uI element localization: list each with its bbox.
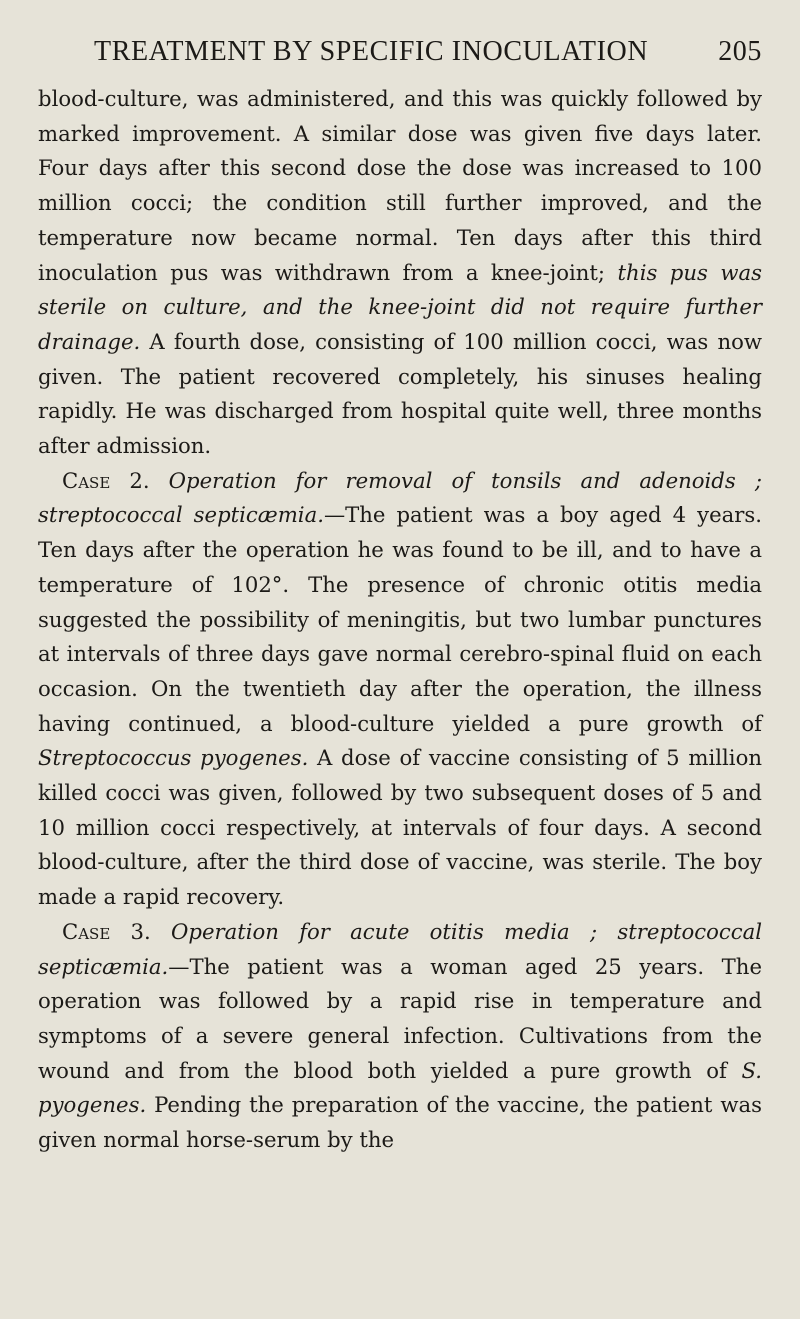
case-2-text-b: A dose of vaccine consisting of 5 million killed cocci was given, followed by two subsequent doses of 5 and 10 million cocci respectively, at intervals of four days. A second blood-culture, after the third dose of vaccine, was sterile. The boy made a rapid recovery. [38, 745, 762, 910]
case-3-text-a: —The patient was a woman aged 25 years. The operation was followed by a rapid rise in temperature and symptoms of a severe general infection. Cultivations from the wound and from the blood both yielded a pure growth of [38, 953, 762, 1083]
case-3-organism: S. pyogenes. [38, 1057, 762, 1118]
case-3-title: Operation for acute otitis media ; streptococcal septicæmia. [38, 918, 762, 979]
case-3-text-b: Pending the preparation of the vaccine, the patient was given normal horse-serum by the [38, 1092, 762, 1153]
running-title: TREATMENT BY SPECIFIC INOCULATION [94, 36, 649, 67]
case-2-label: Case 2. [62, 467, 150, 493]
page-number: 205 [718, 36, 762, 67]
running-header [40, 36, 762, 68]
paragraph1-text-a: blood-culture, was administered, and this was quickly followed by marked improvement. A similar dose was given five days later. Four days after this second dose the dose was increased to 100 million cocci; the condition still further improved, and the temperature now became normal. Ten days after this third inoculation pus was withdrawn from a knee-joint; [38, 86, 762, 285]
body-text [38, 82, 762, 1158]
case-2-organism: Streptococcus pyogenes. [38, 745, 309, 771]
paragraph-continuation [38, 82, 762, 464]
case-2-text-a: —The patient was a boy aged 4 years. Ten days after the operation he was found to be ill, and to have a temperature of 102°. The presence of chronic otitis media suggested the possibility of meningitis, but two lumbar punctures at intervals of three days gave normal cerebro-spinal fluid on each occasion. On the twentieth day after the operation, the illness having continued, a blood-culture yielded a pure growth of [38, 502, 762, 736]
case-3-paragraph [38, 915, 762, 1158]
case-3-label: Case 3. [62, 918, 151, 944]
paragraph1-text-b: A fourth dose, consisting of 100 million cocci, was now given. The patient recovered completely, his sinuses healing rapidly. He was discharged from hospital quite well, three months after admission. [38, 328, 762, 459]
paragraph1-italic: this pus was sterile on culture, and the knee-joint did not require further drainage. [38, 259, 762, 354]
case-2-paragraph [38, 464, 762, 915]
case-2-title: Operation for removal of tonsils and adenoids ; streptococcal septicæmia. [38, 467, 762, 528]
